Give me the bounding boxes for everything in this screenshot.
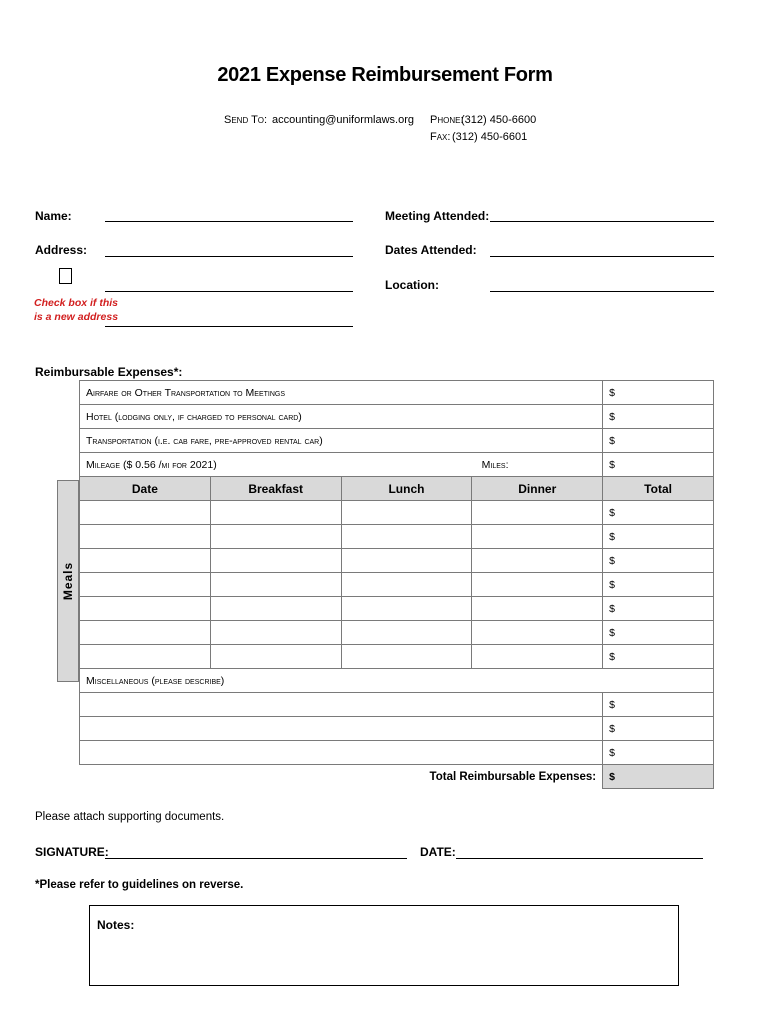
misc-row bbox=[80, 741, 714, 765]
signature-label: SIGNATURE: bbox=[35, 845, 109, 859]
name-label: Name: bbox=[35, 209, 72, 223]
new-address-note bbox=[34, 296, 118, 324]
mileage-prefix: Mileage ($ bbox=[86, 458, 133, 471]
mileage-cell bbox=[80, 453, 603, 477]
table-row bbox=[80, 453, 714, 477]
total-row bbox=[80, 765, 714, 789]
misc-amount-cell[interactable] bbox=[603, 693, 714, 717]
notes-box[interactable] bbox=[89, 905, 679, 986]
fax-value: (312) 450-6601 bbox=[452, 131, 528, 143]
miscellaneous-label: Miscellaneous (please describe) bbox=[80, 669, 714, 693]
meal-breakfast-cell[interactable] bbox=[210, 525, 341, 549]
currency-sign: $ bbox=[609, 386, 615, 399]
meal-total-cell[interactable] bbox=[603, 621, 714, 645]
date-label: DATE: bbox=[420, 845, 456, 859]
airfare-amount[interactable] bbox=[603, 381, 714, 405]
table-row bbox=[80, 429, 714, 453]
currency-sign: $ bbox=[609, 434, 615, 447]
meal-dinner-cell[interactable] bbox=[472, 645, 603, 669]
meal-header-dinner: Dinner bbox=[472, 477, 603, 501]
meal-total-cell[interactable] bbox=[603, 645, 714, 669]
meal-header-lunch: Lunch bbox=[341, 477, 472, 501]
table-row bbox=[80, 381, 714, 405]
address-field-line-2[interactable] bbox=[105, 291, 353, 292]
currency-sign: $ bbox=[609, 626, 615, 639]
new-address-note-line-2: is a new address bbox=[34, 311, 119, 323]
hotel-label: Hotel (lodging only, if charged to personal card) bbox=[80, 405, 603, 429]
miles-label: Miles: bbox=[481, 458, 509, 471]
currency-sign: $ bbox=[609, 770, 615, 783]
total-label: Total Reimbursable Expenses: bbox=[80, 765, 603, 789]
transportation-label: Transportation (i.e. cab fare, pre-approved rental car) bbox=[80, 429, 603, 453]
misc-amount-cell[interactable] bbox=[603, 741, 714, 765]
meal-lunch-cell[interactable] bbox=[341, 525, 472, 549]
meal-lunch-cell[interactable] bbox=[341, 597, 472, 621]
send-to-label: Send To: bbox=[224, 114, 268, 126]
mileage-amount[interactable] bbox=[603, 453, 714, 477]
name-field[interactable] bbox=[105, 221, 353, 222]
misc-description-cell[interactable] bbox=[80, 693, 603, 717]
reimbursable-expenses-heading: Reimbursable Expenses*: bbox=[35, 365, 183, 379]
meal-lunch-cell[interactable] bbox=[341, 573, 472, 597]
meal-row bbox=[80, 525, 714, 549]
total-amount[interactable] bbox=[603, 765, 714, 789]
meal-row bbox=[80, 573, 714, 597]
misc-description-cell[interactable] bbox=[80, 741, 603, 765]
currency-sign: $ bbox=[609, 698, 615, 711]
table-row bbox=[80, 669, 714, 693]
meal-total-cell[interactable] bbox=[603, 525, 714, 549]
dates-attended-field[interactable] bbox=[490, 256, 714, 257]
meal-date-cell[interactable] bbox=[80, 501, 211, 525]
meal-row bbox=[80, 645, 714, 669]
meal-total-cell[interactable] bbox=[603, 501, 714, 525]
meals-header-row bbox=[80, 477, 714, 501]
meal-dinner-cell[interactable] bbox=[472, 597, 603, 621]
meal-date-cell[interactable] bbox=[80, 645, 211, 669]
currency-sign: $ bbox=[609, 746, 615, 759]
date-field[interactable] bbox=[456, 858, 703, 859]
meal-row bbox=[80, 621, 714, 645]
dates-attended-label: Dates Attended: bbox=[385, 243, 477, 257]
meal-total-cell[interactable] bbox=[603, 549, 714, 573]
meal-breakfast-cell[interactable] bbox=[210, 621, 341, 645]
new-address-checkbox[interactable] bbox=[59, 268, 72, 284]
meal-dinner-cell[interactable] bbox=[472, 621, 603, 645]
expense-table bbox=[79, 380, 714, 789]
guidelines-note: *Please refer to guidelines on reverse. bbox=[35, 879, 244, 891]
meal-date-cell[interactable] bbox=[80, 525, 211, 549]
meal-dinner-cell[interactable] bbox=[472, 573, 603, 597]
meals-side-label bbox=[57, 480, 79, 682]
meal-dinner-cell[interactable] bbox=[472, 525, 603, 549]
misc-row bbox=[80, 717, 714, 741]
meal-total-cell[interactable] bbox=[603, 597, 714, 621]
meal-date-cell[interactable] bbox=[80, 549, 211, 573]
attach-documents-note: Please attach supporting documents. bbox=[35, 811, 225, 823]
signature-field[interactable] bbox=[105, 858, 407, 859]
currency-sign: $ bbox=[609, 506, 615, 519]
location-label: Location: bbox=[385, 278, 439, 292]
meal-dinner-cell[interactable] bbox=[472, 501, 603, 525]
meal-lunch-cell[interactable] bbox=[341, 645, 472, 669]
misc-description-cell[interactable] bbox=[80, 717, 603, 741]
form-title: 2021 Expense Reimbursement Form bbox=[217, 64, 553, 86]
currency-sign: $ bbox=[609, 530, 615, 543]
address-field-line-3[interactable] bbox=[105, 326, 353, 327]
meal-breakfast-cell[interactable] bbox=[210, 645, 341, 669]
address-field-line-1[interactable] bbox=[105, 256, 353, 257]
address-label: Address: bbox=[35, 243, 88, 257]
currency-sign: $ bbox=[609, 722, 615, 735]
meal-lunch-cell[interactable] bbox=[341, 501, 472, 525]
location-field[interactable] bbox=[490, 291, 714, 292]
phone-label: Phone: bbox=[430, 114, 464, 126]
meeting-attended-label: Meeting Attended: bbox=[385, 209, 490, 223]
mileage-suffix: /mi for 2021) bbox=[158, 458, 217, 471]
meal-dinner-cell[interactable] bbox=[472, 549, 603, 573]
meal-breakfast-cell[interactable] bbox=[210, 501, 341, 525]
currency-sign: $ bbox=[609, 458, 615, 471]
meal-date-cell[interactable] bbox=[80, 621, 211, 645]
meal-row bbox=[80, 597, 714, 621]
meal-row bbox=[80, 501, 714, 525]
new-address-note-line-1: Check box if this bbox=[34, 297, 119, 309]
meal-lunch-cell[interactable] bbox=[341, 621, 472, 645]
misc-row bbox=[80, 693, 714, 717]
currency-sign: $ bbox=[609, 578, 615, 591]
mileage-rate: 0.56 bbox=[135, 458, 156, 471]
meal-header-date: Date bbox=[80, 477, 211, 501]
meal-header-total: Total bbox=[603, 477, 714, 501]
table-row bbox=[80, 405, 714, 429]
meal-date-cell[interactable] bbox=[80, 573, 211, 597]
currency-sign: $ bbox=[609, 602, 615, 615]
meal-row bbox=[80, 549, 714, 573]
meal-total-cell[interactable] bbox=[603, 573, 714, 597]
meal-lunch-cell[interactable] bbox=[341, 549, 472, 573]
currency-sign: $ bbox=[609, 554, 615, 567]
transportation-amount[interactable] bbox=[603, 429, 714, 453]
meal-date-cell[interactable] bbox=[80, 597, 211, 621]
fax-label: Fax: bbox=[430, 131, 451, 143]
misc-amount-cell[interactable] bbox=[603, 717, 714, 741]
phone-value: (312) 450-6600 bbox=[461, 114, 537, 126]
meal-header-breakfast: Breakfast bbox=[210, 477, 341, 501]
meals-label: Meals bbox=[61, 561, 75, 601]
currency-sign: $ bbox=[609, 410, 615, 423]
hotel-amount[interactable] bbox=[603, 405, 714, 429]
meal-breakfast-cell[interactable] bbox=[210, 573, 341, 597]
notes-label: Notes: bbox=[97, 918, 135, 932]
meal-breakfast-cell[interactable] bbox=[210, 549, 341, 573]
send-to-email[interactable]: accounting@uniformlaws.org bbox=[272, 114, 415, 126]
meal-breakfast-cell[interactable] bbox=[210, 597, 341, 621]
airfare-label: Airfare or Other Transportation to Meetings bbox=[80, 381, 603, 405]
currency-sign: $ bbox=[609, 650, 615, 663]
meeting-attended-field[interactable] bbox=[490, 221, 714, 222]
